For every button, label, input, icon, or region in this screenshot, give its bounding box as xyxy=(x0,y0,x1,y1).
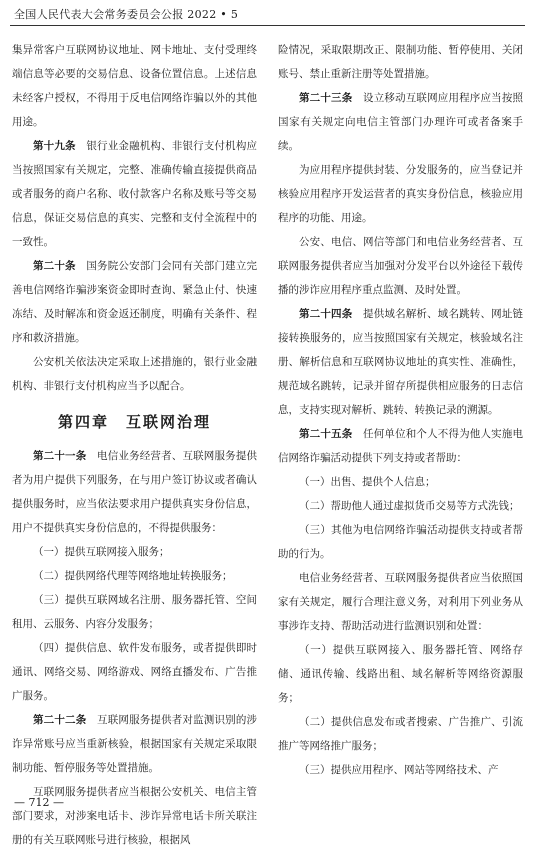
paragraph: 为应用程序提供封装、分发服务的，应当登记并核验应用程序开发运营者的真实身份信息，核验应用程序的功能、用途。 xyxy=(278,164,523,224)
article-label: 第十九条 xyxy=(33,140,76,152)
chapter-title: 第四章 互联网治理 xyxy=(57,413,211,431)
list-item: （一）提供互联网接入服务； xyxy=(33,546,170,558)
list-item: （三）其他为电信网络诈骗活动提供支持或者帮助的行为。 xyxy=(278,524,523,560)
article-21 xyxy=(12,444,257,540)
list-item: （三）提供应用程序、网站等网络技术、产 xyxy=(299,764,499,776)
page-number: — 712 — xyxy=(14,796,64,809)
header-divider xyxy=(10,25,525,26)
article-text: 设立移动互联网应用程序应当按照国家有关规定向电信主管部门办理许可或者备案手续。 xyxy=(278,92,523,152)
article-text: 国务院公安部门会同有关部门建立完善电信网络诈骗涉案资金即时查询、紧急止付、快速冻结、及时解冻和资金返还制度，明确有关条件、程序和救济措施。 xyxy=(12,260,258,344)
article-label: 第二十三条 xyxy=(299,92,353,104)
list-item: （四）提供信息、软件发布服务，或者提供即时通讯、网络交易、网络游戏、网络直播发布、广告推广服务。 xyxy=(12,642,257,702)
right-column xyxy=(278,38,523,782)
article-19 xyxy=(12,134,257,254)
left-column xyxy=(12,38,257,852)
paragraph: 集异常客户互联网协议地址、网卡地址、支付受理终端信息等必要的交易信息、设备位置信息。上述信息未经客户授权，不得用于反电信网络诈骗以外的其他用途。 xyxy=(12,44,257,128)
page-header: 全国人民代表大会常务委员会公报 2022 • 5 xyxy=(14,8,239,21)
list-item: （二）提供信息发布或者搜索、广告推广、引流推广等网络推广服务； xyxy=(278,716,523,752)
article-label: 第二十二条 xyxy=(33,714,87,726)
article-text: 电信业务经营者、互联网服务提供者为用户提供下列服务，在与用户签订协议或者确认提供服务时，应当依法要求用户提供真实身份信息，用户不提供真实身份信息的，不得提供服务： xyxy=(12,450,257,534)
article-22 xyxy=(12,708,257,780)
list-item: （三）提供互联网域名注册、服务器托管、空间租用、云服务、内容分发服务； xyxy=(12,594,257,630)
article-text: 提供域名解析、域名跳转、网址链接转换服务的，应当按照国家有关规定，核验域名注册、解析信息和互联网协议地址的真实性、准确性，规范域名跳转，记录并留存所提供相应服务的日志信息，支持实现对解析、跳转、转换记录的溯源。 xyxy=(278,308,523,416)
article-25 xyxy=(278,422,523,470)
paragraph: 互联网服务提供者应当根据公安机关、电信主管部门要求，对涉案电话卡、涉诈异常电话卡所关联注册的有关互联网账号进行核验，根据风 xyxy=(12,786,257,846)
article-20 xyxy=(12,254,257,350)
list-item: （一）出售、提供个人信息； xyxy=(299,476,436,488)
paragraph: 公安、电信、网信等部门和电信业务经营者、互联网服务提供者应当加强对分发平台以外途径下载传播的涉诈应用程序重点监测、及时处置。 xyxy=(278,236,523,296)
article-23 xyxy=(278,86,523,158)
article-label: 第二十条 xyxy=(33,260,76,272)
article-text: 银行业金融机构、非银行支付机构应当按照国家有关规定，完整、准确传输直接提供商品或者服务的商户名称、收付款客户名称及账号等交易信息，保证交易信息的真实、完整和支付全流程中的一致性。 xyxy=(12,140,258,248)
article-label: 第二十四条 xyxy=(299,308,353,320)
article-text: 任何单位和个人不得为他人实施电信网络诈骗活动提供下列支持或者帮助： xyxy=(278,428,523,464)
article-label: 第二十五条 xyxy=(299,428,353,440)
list-item: （二）帮助他人通过虚拟货币交易等方式洗钱； xyxy=(299,500,520,512)
list-item: （二）提供网络代理等网络地址转换服务； xyxy=(33,570,233,582)
paragraph: 险情况，采取限期改正、限制功能、暂停使用、关闭账号、禁止重新注册等处置措施。 xyxy=(278,44,523,80)
paragraph: 公安机关依法决定采取上述措施的，银行业金融机构、非银行支付机构应当予以配合。 xyxy=(12,356,257,392)
article-label: 第二十一条 xyxy=(33,450,87,462)
article-text: 互联网服务提供者对监测识别的涉诈异常账号应当重新核验，根据国家有关规定采取限制功能、暂停服务等处置措施。 xyxy=(12,714,257,774)
article-24 xyxy=(278,302,523,422)
list-item: （一）提供互联网接入、服务器托管、网络存储、通讯传输、线路出租、域名解析等网络资源服务； xyxy=(278,644,523,704)
paragraph: 电信业务经营者、互联网服务提供者应当依照国家有关规定，履行合理注意义务，对利用下列业务从事涉诈支持、帮助活动进行监测识别和处置： xyxy=(278,572,523,632)
